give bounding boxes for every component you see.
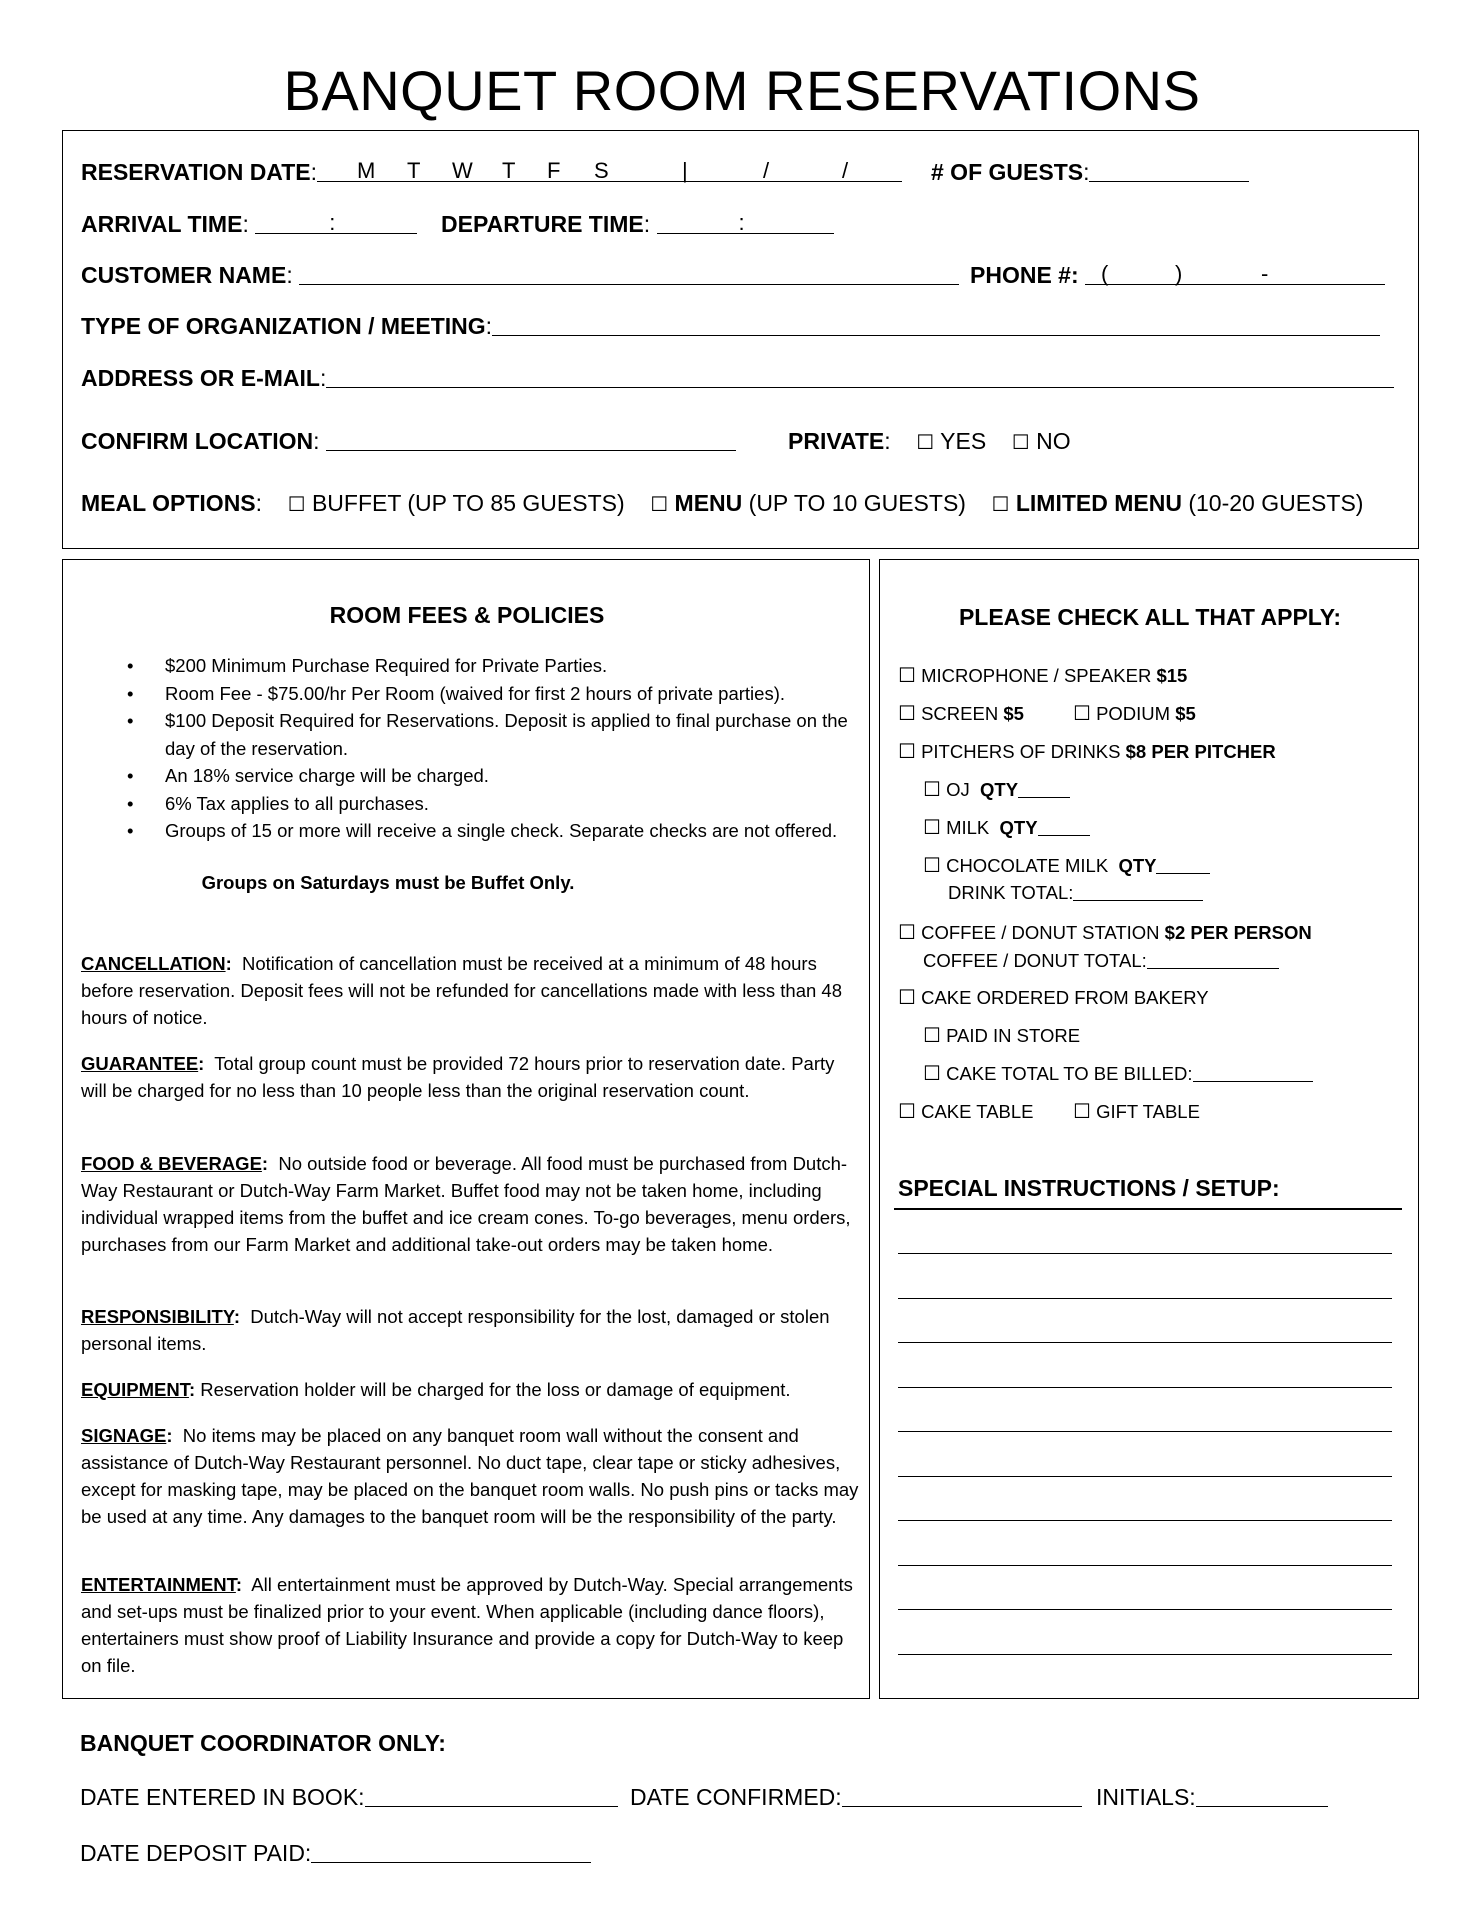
- day-m[interactable]: M: [357, 158, 376, 183]
- guests-label: # OF GUESTS: [931, 159, 1084, 185]
- fee-bullet: • $200 Minimum Purchase Required for Private Parties.: [119, 652, 859, 680]
- confirm-location-label: CONFIRM LOCATION: [81, 428, 314, 454]
- customer-label: CUSTOMER NAME: [81, 262, 287, 288]
- podium-checkbox-icon[interactable]: ☐: [1073, 701, 1091, 725]
- date-entered-row: [80, 1784, 618, 1811]
- guests-field[interactable]: [1089, 160, 1249, 182]
- coffee-checkbox-icon[interactable]: ☐: [898, 920, 916, 944]
- day-t[interactable]: T: [407, 158, 421, 183]
- cake-table-checkbox-icon[interactable]: ☐: [898, 1099, 916, 1123]
- initials-label: INITIALS:: [1096, 1784, 1196, 1810]
- private-no-label: NO: [1036, 428, 1071, 454]
- policy-signage: SIGNAGE: No items may be placed on any banquet room wall without the consent and assistance of Dutch-Way Restaurant personnel. No duct tape, clear tape or sticky adhesives, except for masking tape, may be placed on the banquet room walls. No push pins or tacks may be used at any time. Any damages to the banquet room will be the responsibility of the party.: [81, 1425, 859, 1527]
- drink-total-item: DRINK TOTAL:: [948, 882, 1203, 904]
- day-s[interactable]: S: [594, 158, 609, 183]
- checklist-title: PLEASE CHECK ALL THAT APPLY:: [958, 604, 1342, 630]
- special-instructions-line[interactable]: [898, 1253, 1392, 1254]
- special-instructions-line[interactable]: [898, 1520, 1392, 1521]
- policy-food-beverage: FOOD & BEVERAGE: No outside food or beverage. All food must be purchased from Dutch-Way Restaurant or Dutch-Way Farm Market. Buffet food may not be taken home, including individual wrapped items from the buffet and ice cream cones. To-go beverages, menu orders, purchases from our Farm Market and additional take-out orders may be taken home.: [81, 1153, 851, 1255]
- oj-item: ☐ OJ QTY: [923, 777, 1070, 801]
- date-confirmed-label: DATE CONFIRMED:: [630, 1784, 842, 1810]
- limited-menu-checkbox-icon[interactable]: ☐: [991, 492, 1010, 516]
- date-entered-label: DATE ENTERED IN BOOK:: [80, 1784, 365, 1810]
- special-instructions-line[interactable]: [898, 1609, 1392, 1610]
- paid-in-store-item: ☐ PAID IN STORE: [923, 1023, 1081, 1047]
- policy-equipment: EQUIPMENT: Reservation holder will be charged for the loss or damage of equipment.: [81, 1379, 791, 1400]
- special-instructions-line[interactable]: [898, 1476, 1392, 1477]
- screen-item: ☐ SCREEN $5: [898, 701, 1024, 725]
- departure-field[interactable]: :: [657, 212, 834, 234]
- private-yes-checkbox-icon[interactable]: ☐: [916, 430, 935, 454]
- meal-options-row: MEAL OPTIONS: ☐ BUFFET (UP TO 85 GUESTS) ☐ MENU (UP TO 10 GUESTS) ☐ LIMITED MENU (10-20 GUESTS): [81, 490, 1364, 516]
- coffee-total-field[interactable]: [1147, 951, 1279, 969]
- cake-checkbox-icon[interactable]: ☐: [898, 985, 916, 1009]
- reservation-details-box: [62, 130, 1419, 549]
- menu-checkbox-icon[interactable]: ☐: [650, 492, 669, 516]
- day-w[interactable]: W: [452, 158, 473, 183]
- date-entered-field[interactable]: [365, 1785, 618, 1807]
- meal-options-label: MEAL OPTIONS: [81, 490, 256, 516]
- paid-in-store-checkbox-icon[interactable]: ☐: [923, 1023, 941, 1047]
- cake-total-checkbox-icon[interactable]: ☐: [923, 1061, 941, 1085]
- pitchers-item: ☐ PITCHERS OF DRINKS $8 PER PITCHER: [898, 739, 1276, 763]
- microphone-checkbox-icon[interactable]: ☐: [898, 663, 916, 687]
- deposit-paid-row: [80, 1840, 591, 1867]
- fee-bullet: • 6% Tax applies to all purchases.: [119, 790, 859, 818]
- date-confirmed-field[interactable]: [842, 1785, 1082, 1807]
- menu-option-label: MENU: [674, 490, 743, 516]
- customer-name-field[interactable]: [299, 263, 959, 285]
- page-title: BANQUET ROOM RESERVATIONS: [283, 59, 1201, 122]
- saturday-note: Groups on Saturdays must be Buffet Only.: [201, 872, 575, 893]
- policy-entertainment: ENTERTAINMENT: All entertainment must be approved by Dutch-Way. Special arrangements and set-ups must be finalized prior to your event. When applicable (including dance floors), entertainers must show proof of Liability Insurance and provide a copy for Dutch-Way to keep on file.: [81, 1574, 853, 1676]
- milk-item: ☐ MILK QTY: [923, 815, 1090, 839]
- oj-checkbox-icon[interactable]: ☐: [923, 777, 941, 801]
- address-row: ADDRESS OR E-MAIL:: [81, 365, 1394, 392]
- oj-qty-field[interactable]: [1018, 780, 1070, 798]
- fee-bullet: • $100 Deposit Required for Reservations. Deposit is applied to final purchase on the day of the reservation.: [119, 707, 859, 762]
- room-fees-title: ROOM FEES & POLICIES: [329, 602, 605, 628]
- date-slash-2: /: [842, 158, 849, 183]
- private-row: PRIVATE: ☐ YES ☐ NO: [788, 428, 1071, 454]
- arrival-row: ARRIVAL TIME: :: [81, 211, 417, 238]
- milk-checkbox-icon[interactable]: ☐: [923, 815, 941, 839]
- confirm-location-field[interactable]: [326, 429, 736, 451]
- date-confirmed-row: [630, 1784, 1082, 1811]
- arrival-field[interactable]: :: [255, 212, 417, 234]
- private-yes-label: YES: [940, 428, 987, 454]
- coffee-total-item: COFFEE / DONUT TOTAL:: [923, 950, 1279, 972]
- gift-table-checkbox-icon[interactable]: ☐: [1073, 1099, 1091, 1123]
- private-label: PRIVATE: [788, 428, 885, 454]
- phone-label: PHONE #:: [970, 262, 1079, 288]
- special-instructions-line[interactable]: [898, 1298, 1392, 1299]
- check-all-box: [879, 559, 1419, 1699]
- limited-menu-option-detail: (10-20 GUESTS): [1188, 490, 1364, 516]
- reservation-date-row: RESERVATION DATE: M T W T F S | / /: [81, 159, 902, 186]
- arrival-label: ARRIVAL TIME: [81, 211, 243, 237]
- cake-item: ☐ CAKE ORDERED FROM BAKERY: [898, 985, 1209, 1009]
- chocolate-milk-checkbox-icon[interactable]: ☐: [923, 853, 941, 877]
- policy-cancellation: CANCELLATION: Notification of cancellation must be received at a minimum of 48 hours before reservation. Deposit fees will not be refunded for cancellations made with less than 48 hours of notice.: [81, 953, 842, 1028]
- address-label: ADDRESS OR E-MAIL: [81, 365, 320, 391]
- reservation-date-label: RESERVATION DATE: [81, 159, 311, 185]
- phone-row: [970, 262, 1385, 289]
- deposit-paid-field[interactable]: [311, 1841, 591, 1863]
- chocolate-milk-item: ☐ CHOCOLATE MILK QTY: [923, 853, 1210, 877]
- pitchers-checkbox-icon[interactable]: ☐: [898, 739, 916, 763]
- coffee-item: ☐ COFFEE / DONUT STATION $2 PER PERSON: [898, 920, 1312, 944]
- fee-bullet: • An 18% service charge will be charged.: [119, 762, 859, 790]
- deposit-paid-label: DATE DEPOSIT PAID:: [80, 1840, 312, 1866]
- customer-row: CUSTOMER NAME:: [81, 262, 959, 289]
- drink-total-field[interactable]: [1073, 883, 1203, 901]
- fees-bullet-list: [119, 652, 859, 845]
- microphone-item: ☐ MICROPHONE / SPEAKER $15: [898, 663, 1188, 687]
- special-instructions-line[interactable]: [898, 1654, 1392, 1655]
- milk-qty-field[interactable]: [1038, 818, 1090, 836]
- buffet-checkbox-icon[interactable]: ☐: [287, 492, 306, 516]
- special-instructions-line[interactable]: [898, 1431, 1392, 1432]
- organization-field[interactable]: [492, 314, 1380, 336]
- special-instructions-line[interactable]: [898, 1387, 1392, 1388]
- departure-label: DEPARTURE TIME: [441, 211, 644, 237]
- phone-field[interactable]: ( ) -: [1085, 263, 1385, 285]
- special-instructions-line[interactable]: [898, 1342, 1392, 1343]
- day-th[interactable]: T: [502, 158, 516, 183]
- policy-guarantee: GUARANTEE: Total group count must be provided 72 hours prior to reservation date. Party will be charged for no less than 10 people less than the original reservation count.: [81, 1053, 835, 1101]
- organization-label: TYPE OF ORGANIZATION / MEETING: [81, 313, 486, 339]
- address-field[interactable]: [326, 366, 1394, 388]
- special-instructions-title: SPECIAL INSTRUCTIONS / SETUP:: [898, 1175, 1280, 1201]
- cake-table-item: ☐ CAKE TABLE: [898, 1099, 1034, 1123]
- screen-checkbox-icon[interactable]: ☐: [898, 701, 916, 725]
- coordinator-title: BANQUET COORDINATOR ONLY:: [80, 1730, 446, 1756]
- departure-row: DEPARTURE TIME: :: [441, 211, 834, 238]
- room-fees-policies-box: [62, 559, 870, 1699]
- special-instructions-rule: [894, 1208, 1402, 1210]
- private-no-checkbox-icon[interactable]: ☐: [1011, 430, 1030, 454]
- guests-row: # OF GUESTS:: [931, 159, 1249, 186]
- day-f[interactable]: F: [547, 158, 561, 183]
- limited-menu-option-label: LIMITED MENU: [1015, 490, 1182, 516]
- confirm-location-row: CONFIRM LOCATION:: [81, 428, 736, 455]
- menu-option-detail: (UP TO 10 GUESTS): [748, 490, 966, 516]
- initials-row: [1096, 1784, 1328, 1811]
- buffet-option-label: BUFFET (UP TO 85 GUESTS): [311, 490, 625, 516]
- initials-field[interactable]: [1196, 1785, 1328, 1807]
- date-separator: |: [682, 158, 688, 183]
- chocolate-milk-qty-field[interactable]: [1156, 856, 1210, 874]
- date-slash-1: /: [763, 158, 770, 183]
- gift-table-item: ☐ GIFT TABLE: [1073, 1099, 1200, 1123]
- cake-total-field[interactable]: [1193, 1064, 1313, 1082]
- organization-row: TYPE OF ORGANIZATION / MEETING:: [81, 313, 1380, 340]
- reservation-date-field[interactable]: [317, 160, 902, 182]
- special-instructions-line[interactable]: [898, 1565, 1392, 1566]
- fee-bullet: • Groups of 15 or more will receive a single check. Separate checks are not offered.: [119, 817, 859, 845]
- podium-item: ☐ PODIUM $5: [1073, 701, 1196, 725]
- policy-responsibility: RESPONSIBILITY: Dutch-Way will not accept responsibility for the lost, damaged or stolen personal items.: [81, 1306, 830, 1354]
- fee-bullet: • Room Fee - $75.00/hr Per Room (waived for first 2 hours of private parties).: [119, 680, 859, 708]
- cake-total-item: ☐ CAKE TOTAL TO BE BILLED:: [923, 1061, 1313, 1085]
